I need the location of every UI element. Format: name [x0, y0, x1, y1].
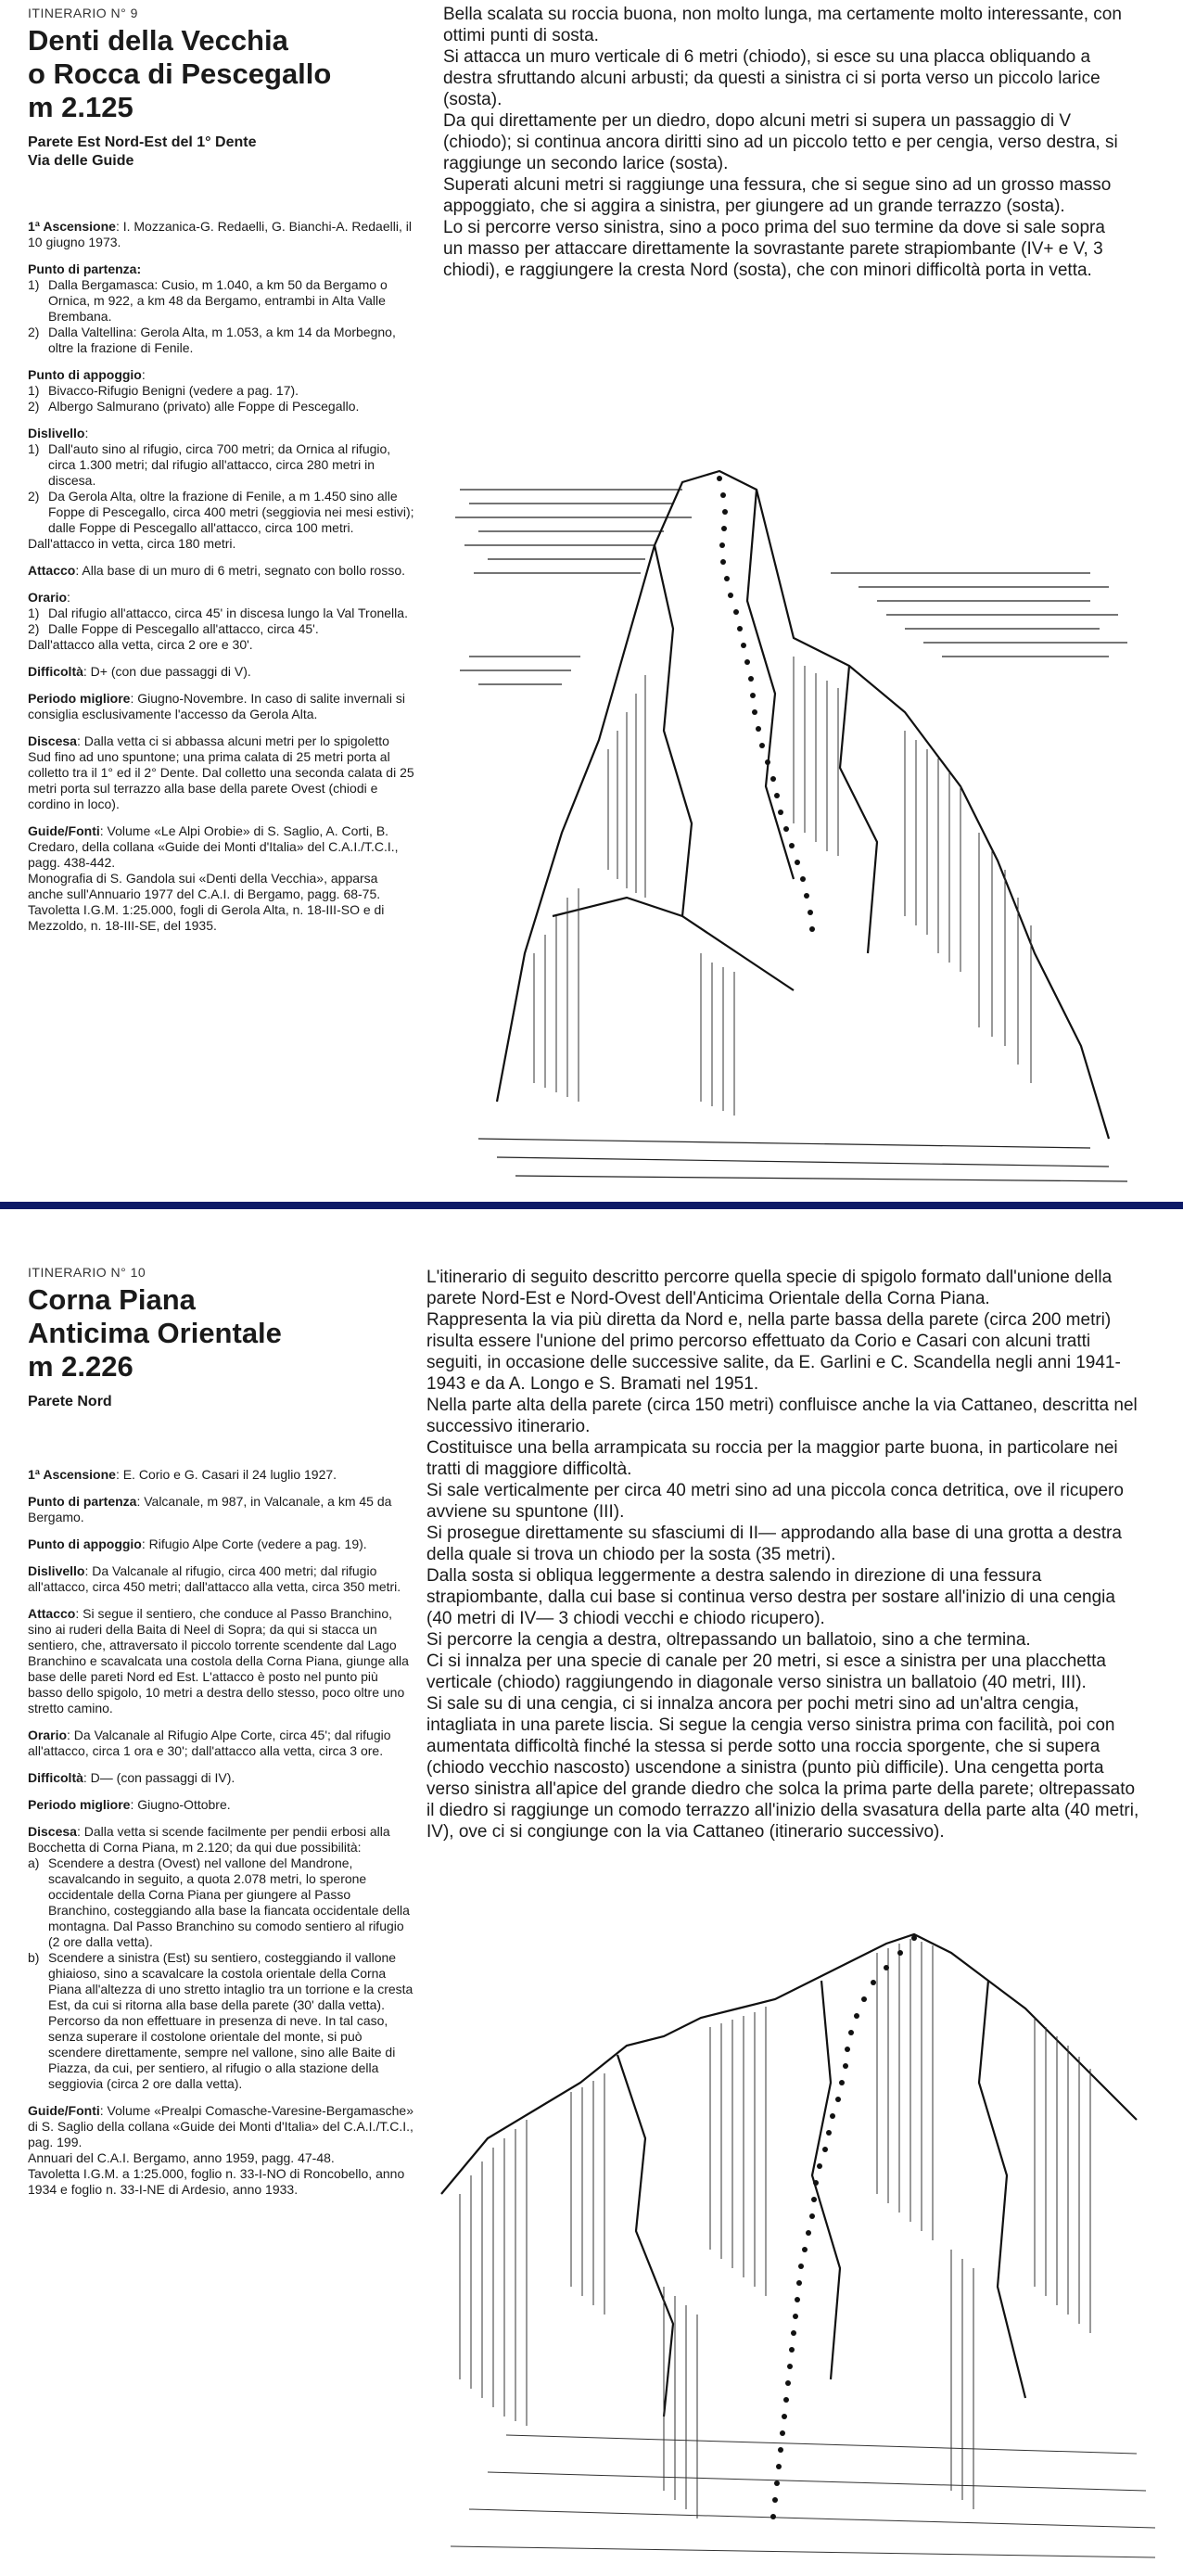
description-paragraph: Si percorre la cengia a destra, oltrepassando un ballatoio, sino a che termina. [426, 1630, 1031, 1650]
route-name: Via delle Guide [28, 153, 134, 169]
guides-annuals: Annuari del C.A.I. Bergamo, anno 1959, pagg. 47-48. [28, 2150, 335, 2165]
route-face: Parete Est Nord-Est del 1° Dente [28, 134, 257, 150]
difficulty: Difficoltà: D— (con passaggi di IV). [28, 1770, 235, 1785]
itinerary-9-page [0, 0, 1183, 1205]
guides-sources: Guide/Fonti: Volume «Prealpi Comasche-Varesine-Bergamasche» di S. Saglio della collana «Guide dei Monti d'Italia» del C.A.I./T.C.I., pag. 199. [28, 2103, 414, 2149]
description-paragraph: Si sale verticalmente per circa 40 metri sino ad una piccola conca detritica, ove il ricupero avviene su spuntone (III). [426, 1481, 1124, 1522]
support-point: Punto di appoggio: Rifugio Alpe Corte (vedere a pag. 19). [28, 1537, 367, 1551]
itinerary-10-description [426, 1267, 1140, 1843]
list-item: b) Scendere a sinistra (Est) su sentiero, costeggiando il vallone ghiaioso, sino a scavalcare la costola orientale della Corna Piana all'altezza di uno stretto intaglio tra un torrione e la cresta Est, da cui si ritorna alla base della parete (30' dalla vetta). Percorso da non effettuare in presenza di neve. In tal caso, senza superare il costolone orientale del monte, si può scendere direttamente, sempre nel vallone, sino alle Baite di Piazza, da cui, per sentiero, al rifugio o alla stazione della seggiovia (circa 2 ore dalla vetta). [28, 1950, 413, 2091]
descent: Discesa: Dalla vetta si scende facilmente per pendii erbosi alla Bocchetta di Corna Piana, m 2.120; da qui due possibilità: [28, 1824, 390, 1855]
itinerary-number: ITINERARIO N° 9 [28, 6, 138, 20]
title-line-2: o Rocca di Pescegallo [28, 57, 332, 90]
list-item: 1) Dalla Bergamasca: Cusio, m 1.040, a km 50 da Bergamo o Ornica, m 922, a km 48 da Bergamo, entrambi in Alta Valle Brembana. [28, 277, 388, 324]
description-paragraph: Costituisce una bella arrampicata su roccia per la maggior parte buona, in particolare nei tratti di maggiore difficoltà. [426, 1438, 1118, 1479]
route-subtitle [28, 134, 415, 171]
page-title [28, 1283, 415, 1384]
list-item: 1) Dall'auto sino al rifugio, circa 700 metri; da Ornica al rifugio, circa 1.300 metri; dal rifugio all'attacco, circa 280 metri in discesa. [28, 441, 391, 488]
list-item: 1) Dal rifugio all'attacco, circa 45' in discesa lungo la Val Tronella. [28, 606, 408, 620]
title-line-1: Denti della Vecchia [28, 24, 288, 57]
attack-point: Attacco: Si segue il sentiero, che conduce al Passo Branchino, sino ai ruderi della Baita di Neel di Sopra; da qui si stacca un sentiero, che, attraversato il piccolo torrente scendente dal Lago Branchino e scavalcata una costola della Corna Piana, giunge alla base delle pareti Nord ed Est. L'attacco è posto nel punto più basso dello spigolo, 10 metri a destra dello stesso, poco oltre uno stretto camino. [28, 1606, 409, 1715]
first-ascent: 1ª Ascensione: E. Corio e G. Casari il 24 luglio 1927. [28, 1467, 337, 1482]
best-period: Periodo migliore: Giugno-Novembre. In caso di salite invernali si consiglia esclusivamente l'accesso da Gerola Alta. [28, 691, 405, 721]
title-line-3: m 2.125 [28, 91, 134, 123]
itinerary-number: ITINERARIO N° 10 [28, 1265, 146, 1280]
description-paragraph: Ci si innalza per una specie di canale per 20 metri, si esce a sinistra per una placchetta verticale (chiodo) raggiungendo in diagonale verso sinistra un ballatoio (40 metri, III). [426, 1651, 1106, 1692]
description-paragraph: Rappresenta la via più diretta da Nord e, nella parte bassa della parete (circa 200 metri) risulta essere l'unione del primo percorso effettuato da Corio e Casari con alcuni tratti seguiti, in occasione delle successive salite, da E. Garlini e C. Scandella negli anni 1941-1943 e da A. Longo e S. Bramati nel 1951. [426, 1310, 1121, 1394]
description-paragraph: Si attacca un muro verticale di 6 metri (chiodo), si esce su una placca obliquando a destra sfruttando alcuni arbusti; da questi a sinistra ci si porta verso un piccolo larice (sosta). [443, 47, 1100, 109]
guides-map: Tavoletta I.G.M. a 1:25.000, foglio n. 33-I-NO di Roncobello, anno 1934 e foglio n. 33-I-NE di Ardesio, anno 1933. [28, 2166, 405, 2197]
elevation-gain-list [28, 441, 415, 536]
guides-sources: Guide/Fonti: Volume «Le Alpi Orobie» di S. Saglio, A. Corti, B. Credaro, della collana «Guide dei Monti d'Italia» del C.A.I./T.C.I., pagg. 438-442. [28, 823, 399, 870]
list-item: a) Scendere a destra (Ovest) nel vallone del Mandrone, scavalcando in seguito, a quota 2.078 metri, lo sperone occidentale della Corna Piana per giungere al Passo Branchino, costeggiando alla base la fiancata occidentale della montagna. Dal Passo Branchino su comodo sentiero al rifugio (2 ore dalla vetta). [28, 1855, 410, 1949]
support-point: Punto di appoggio: [28, 367, 146, 382]
elevation-summit: Dall'attacco in vetta, circa 180 metri. [28, 536, 236, 551]
itinerary-10-page [0, 1248, 1183, 2576]
list-item: 2) Dalla Valtellina: Gerola Alta, m 1.053, a km 14 da Morbegno, oltre la frazione di Fenile. [28, 325, 396, 355]
description-paragraph: Si prosegue direttamente su sfasciumi di II— approdando alla base di una grotta a destra della quale si trova un chiodo per la sosta (35 metri). [426, 1524, 1122, 1564]
page-title [28, 24, 415, 124]
elevation-gain: Dislivello: Da Valcanale al rifugio, circa 400 metri; dal rifugio all'attacco, circa 450 metri; dall'attacco alla vetta, circa 350 metri. [28, 1563, 401, 1594]
starting-point: Punto di partenza: Valcanale, m 987, in Valcanale, a km 45 da Bergamo. [28, 1494, 392, 1524]
difficulty: Difficoltà: D+ (con due passaggi di V). [28, 664, 251, 679]
list-item: 1) Bivacco-Rifugio Benigni (vedere a pag. 17). [28, 383, 299, 398]
route-info [28, 1467, 415, 2198]
list-item: 2) Da Gerola Alta, oltre la frazione di Fenile, a m 1.450 sino alle Foppe di Pescegallo, circa 400 metri (seggiovia nei mesi estivi); dalle Foppe di Pescegallo all'attacco, circa 100 metri. [28, 489, 414, 535]
timing-summit: Dall'attacco alla vetta, circa 2 ore e 30'. [28, 637, 253, 652]
title-line-1: Corna Piana [28, 1283, 196, 1316]
support-point-list [28, 383, 415, 414]
timing: Orario: [28, 590, 70, 605]
elevation-gain: Dislivello: [28, 426, 89, 440]
description-paragraph: Bella scalata su roccia buona, non molto lunga, ma certamente molto interessante, con ottimi punti di sosta. [443, 5, 1122, 45]
route-info [28, 219, 415, 934]
description-paragraph: Lo si percorre verso sinistra, sino a poco prima del suo termine da dove si sale sopra un masso per attaccare direttamente la sovrastante parete strapiombante (IV+ e V, 3 chiodi), e raggiungere la cresta Nord (sosta), che con minori difficoltà porta in vetta. [443, 218, 1105, 280]
itinerary-9-description [443, 4, 1129, 281]
description-paragraph: Dalla sosta si obliqua leggermente a destra salendo in direzione di una fessura strapiombante, dalla cui base si continua verso destra per sostare all'inizio di una cengia (40 metri di IV— 3 chiodi vecchi e chiodo ricupero). [426, 1566, 1115, 1628]
route-subtitle: Parete Nord [28, 1394, 112, 1409]
list-item: 2) Albergo Salmurano (privato) alle Foppe di Pescegallo. [28, 399, 360, 414]
description-paragraph: Si sale su di una cengia, ci si innalza ancora per pochi metri sino ad un'altra cengia, intagliata in una parete liscia. Si segue la cengia verso sinistra prima con facilità, poi con aumentata difficoltà finché la stessa si perde sotto una roccia sporgente, che si supera (chiodo vecchio nascosto) uscendone a sinistra (punto più difficile). Una cengetta porta verso sinistra all'apice del grande diedro che solca la prima parte della parete; oltrepassato il diedro si raggiunge un comodo terrazzo all'inizio della svasatura della parte alta (40 metri, IV), ove ci si congiunge con la via Cattaneo (itinerario successivo). [426, 1694, 1139, 1842]
descent: Discesa: Dalla vetta ci si abbassa alcuni metri per lo spigoletto Sud fino ad uno spuntone; una prima calata di 25 metri porta al colletto tra il 1° ed il 2° Dente. Dal colletto una seconda calata di 25 metri porta sul terrazzo alla base della parete Ovest (chiodi e cordino in loco). [28, 733, 414, 811]
guides-monograph: Monografia di S. Gandola sui «Denti della Vecchia», apparsa anche sull'Annuario 1977 del C.A.I. di Bergamo, pagg. 68-75. [28, 871, 381, 901]
starting-point-list [28, 277, 415, 356]
north-face-sketch [432, 1897, 1164, 2565]
rock-tower-sketch [441, 434, 1146, 1194]
description-paragraph: Nella parte alta della parete (circa 150 metri) confluisce anche la via Cattaneo, descritta nel successivo itinerario. [426, 1396, 1138, 1436]
itinerary-9-info-column [28, 6, 415, 945]
description-paragraph: Da qui direttamente per un diedro, dopo alcuni metri si supera un passaggio di V (chiodo); si continua ancora diritti sino ad un piccolo tetto e per cengia, verso destra, si raggiunge un secondo larice (sosta). [443, 111, 1118, 173]
list-item: 2) Dalle Foppe di Pescegallo all'attacco, circa 45'. [28, 621, 319, 636]
descent-list [28, 1855, 415, 2092]
description-paragraph: Superati alcuni metri si raggiunge una fessura, che si segue sino ad un grosso masso appoggiato, che si aggira a sinistra, per giungere ad un grande terrazzo (sosta). [443, 175, 1112, 216]
route-dots [717, 476, 815, 932]
route-dots [770, 1935, 917, 2519]
best-period: Periodo migliore: Giugno-Ottobre. [28, 1797, 231, 1812]
timing: Orario: Da Valcanale al Rifugio Alpe Corte, circa 45'; dal rifugio all'attacco, circa 1 ora e 30'; dall'attacco alla vetta, circa 3 ore. [28, 1728, 391, 1758]
title-line-2: Anticima Orientale [28, 1317, 282, 1349]
description-paragraph: L'itinerario di seguito descritto percorre quella specie di spigolo formato dall'unione della parete Nord-Est e Nord-Ovest dell'Anticima Orientale della Corna Piana. [426, 1268, 1113, 1308]
attack-point: Attacco: Alla base di un muro di 6 metri, segnato con bollo rosso. [28, 563, 405, 578]
title-line-3: m 2.226 [28, 1350, 134, 1383]
guides-map: Tavoletta I.G.M. 1:25.000, fogli di Gerola Alta, n. 18-III-SO e di Mezzoldo, n. 18-III-SE, del 1935. [28, 902, 385, 933]
itinerary-10-info-column [28, 1265, 415, 2209]
section-divider [0, 1202, 1183, 1209]
timing-list [28, 606, 415, 637]
starting-point: Punto di partenza: [28, 261, 142, 276]
first-ascent: 1ª Ascensione: I. Mozzanica-G. Redaelli, G. Bianchi-A. Redaelli, il 10 giugno 1973. [28, 219, 412, 249]
